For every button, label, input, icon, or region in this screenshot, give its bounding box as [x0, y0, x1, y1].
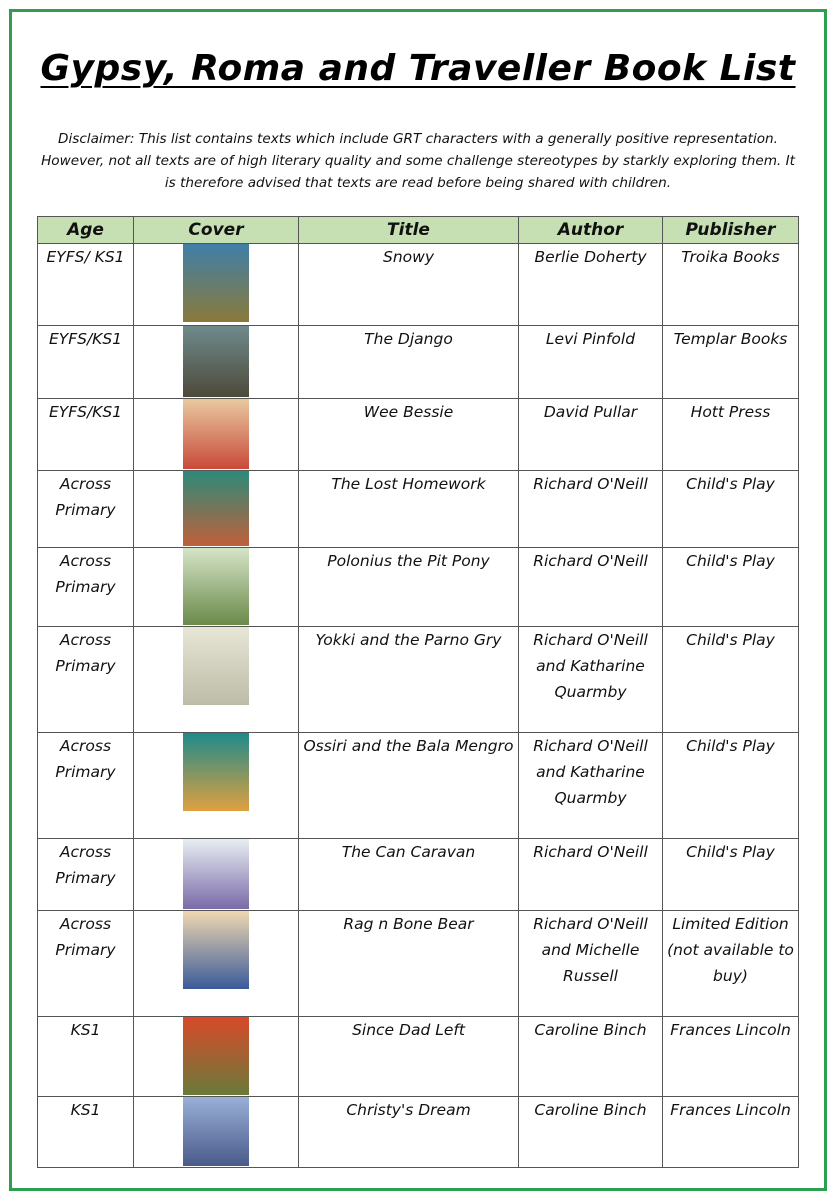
title-cell: The Can Caravan — [299, 839, 519, 911]
book-cover-image — [183, 244, 249, 322]
age-cell: Across Primary — [38, 627, 134, 733]
age-cell: Across Primary — [38, 471, 134, 548]
age-cell: Across Primary — [38, 733, 134, 839]
author-cell: Levi Pinfold — [519, 326, 663, 399]
table-row — [38, 548, 799, 627]
disclaimer: Disclaimer: This list contains texts which include GRT characters with a generally positive representation. However, not all texts are of high literary quality and some challenge stereotypes by starkly exploring them. It is therefore advised that texts are read before being shared with children. — [41, 131, 795, 191]
table-row — [38, 471, 799, 548]
publisher-cell: Child's Play — [663, 733, 799, 839]
title-cell: The Lost Homework — [299, 471, 519, 548]
author-cell: Richard O'Neill and Katharine Quarmby — [519, 733, 663, 839]
author-cell: David Pullar — [519, 399, 663, 471]
table-row — [38, 399, 799, 471]
publisher-cell: Child's Play — [663, 839, 799, 911]
cover-cell — [134, 1097, 299, 1168]
cover-cell — [134, 244, 299, 326]
cover-cell — [134, 326, 299, 399]
header-title: Title — [299, 217, 519, 244]
cover-cell — [134, 627, 299, 733]
table-row — [38, 244, 799, 326]
author-cell: Richard O'Neill and Katharine Quarmby — [519, 627, 663, 733]
author-cell: Richard O'Neill — [519, 471, 663, 548]
book-cover-image — [183, 548, 249, 625]
title-cell: Christy's Dream — [299, 1097, 519, 1168]
book-list-table — [37, 216, 799, 1168]
table-row — [38, 1097, 799, 1168]
header-author: Author — [519, 217, 663, 244]
book-cover-image — [183, 627, 249, 705]
publisher-cell: Child's Play — [663, 471, 799, 548]
book-cover-image — [183, 399, 249, 469]
title-cell: Since Dad Left — [299, 1017, 519, 1097]
publisher-cell: Hott Press — [663, 399, 799, 471]
age-cell: EYFS/ KS1 — [38, 244, 134, 326]
publisher-cell: Limited Edition (not available to buy) — [663, 911, 799, 1017]
cover-cell — [134, 548, 299, 627]
age-cell: EYFS/KS1 — [38, 399, 134, 471]
table-row — [38, 839, 799, 911]
book-cover-image — [183, 839, 249, 909]
cover-cell — [134, 839, 299, 911]
title-cell: Polonius the Pit Pony — [299, 548, 519, 627]
cover-cell — [134, 733, 299, 839]
table-row — [38, 733, 799, 839]
cover-cell — [134, 471, 299, 548]
page-title-text: Gypsy, Roma and Traveller Book List — [40, 48, 796, 89]
page-title — [0, 48, 836, 89]
author-cell: Berlie Doherty — [519, 244, 663, 326]
table-row — [38, 326, 799, 399]
title-cell: Wee Bessie — [299, 399, 519, 471]
age-cell: EYFS/KS1 — [38, 326, 134, 399]
table-header-row — [38, 217, 799, 244]
publisher-cell: Child's Play — [663, 548, 799, 627]
book-cover-image — [183, 326, 249, 397]
author-cell: Caroline Binch — [519, 1097, 663, 1168]
book-cover-image — [183, 733, 249, 811]
author-cell: Richard O'Neill and Michelle Russell — [519, 911, 663, 1017]
title-cell: Ossiri and the Bala Mengro — [299, 733, 519, 839]
title-cell: The Django — [299, 326, 519, 399]
title-cell: Rag n Bone Bear — [299, 911, 519, 1017]
book-cover-image — [183, 911, 249, 989]
cover-cell — [134, 399, 299, 471]
title-cell: Snowy — [299, 244, 519, 326]
age-cell: KS1 — [38, 1017, 134, 1097]
publisher-cell: Frances Lincoln — [663, 1017, 799, 1097]
age-cell: KS1 — [38, 1097, 134, 1168]
publisher-cell: Frances Lincoln — [663, 1097, 799, 1168]
author-cell: Richard O'Neill — [519, 839, 663, 911]
cover-cell — [134, 1017, 299, 1097]
table-row — [38, 911, 799, 1017]
table-row — [38, 1017, 799, 1097]
age-cell: Across Primary — [38, 548, 134, 627]
header-cover: Cover — [134, 217, 299, 244]
header-age: Age — [38, 217, 134, 244]
age-cell: Across Primary — [38, 911, 134, 1017]
publisher-cell: Child's Play — [663, 627, 799, 733]
book-cover-image — [183, 1017, 249, 1095]
book-cover-image — [183, 1097, 249, 1166]
author-cell: Caroline Binch — [519, 1017, 663, 1097]
publisher-cell: Troika Books — [663, 244, 799, 326]
cover-cell — [134, 911, 299, 1017]
header-publisher: Publisher — [663, 217, 799, 244]
table-row — [38, 627, 799, 733]
age-cell: Across Primary — [38, 839, 134, 911]
title-cell: Yokki and the Parno Gry — [299, 627, 519, 733]
book-cover-image — [183, 471, 249, 546]
publisher-cell: Templar Books — [663, 326, 799, 399]
author-cell: Richard O'Neill — [519, 548, 663, 627]
